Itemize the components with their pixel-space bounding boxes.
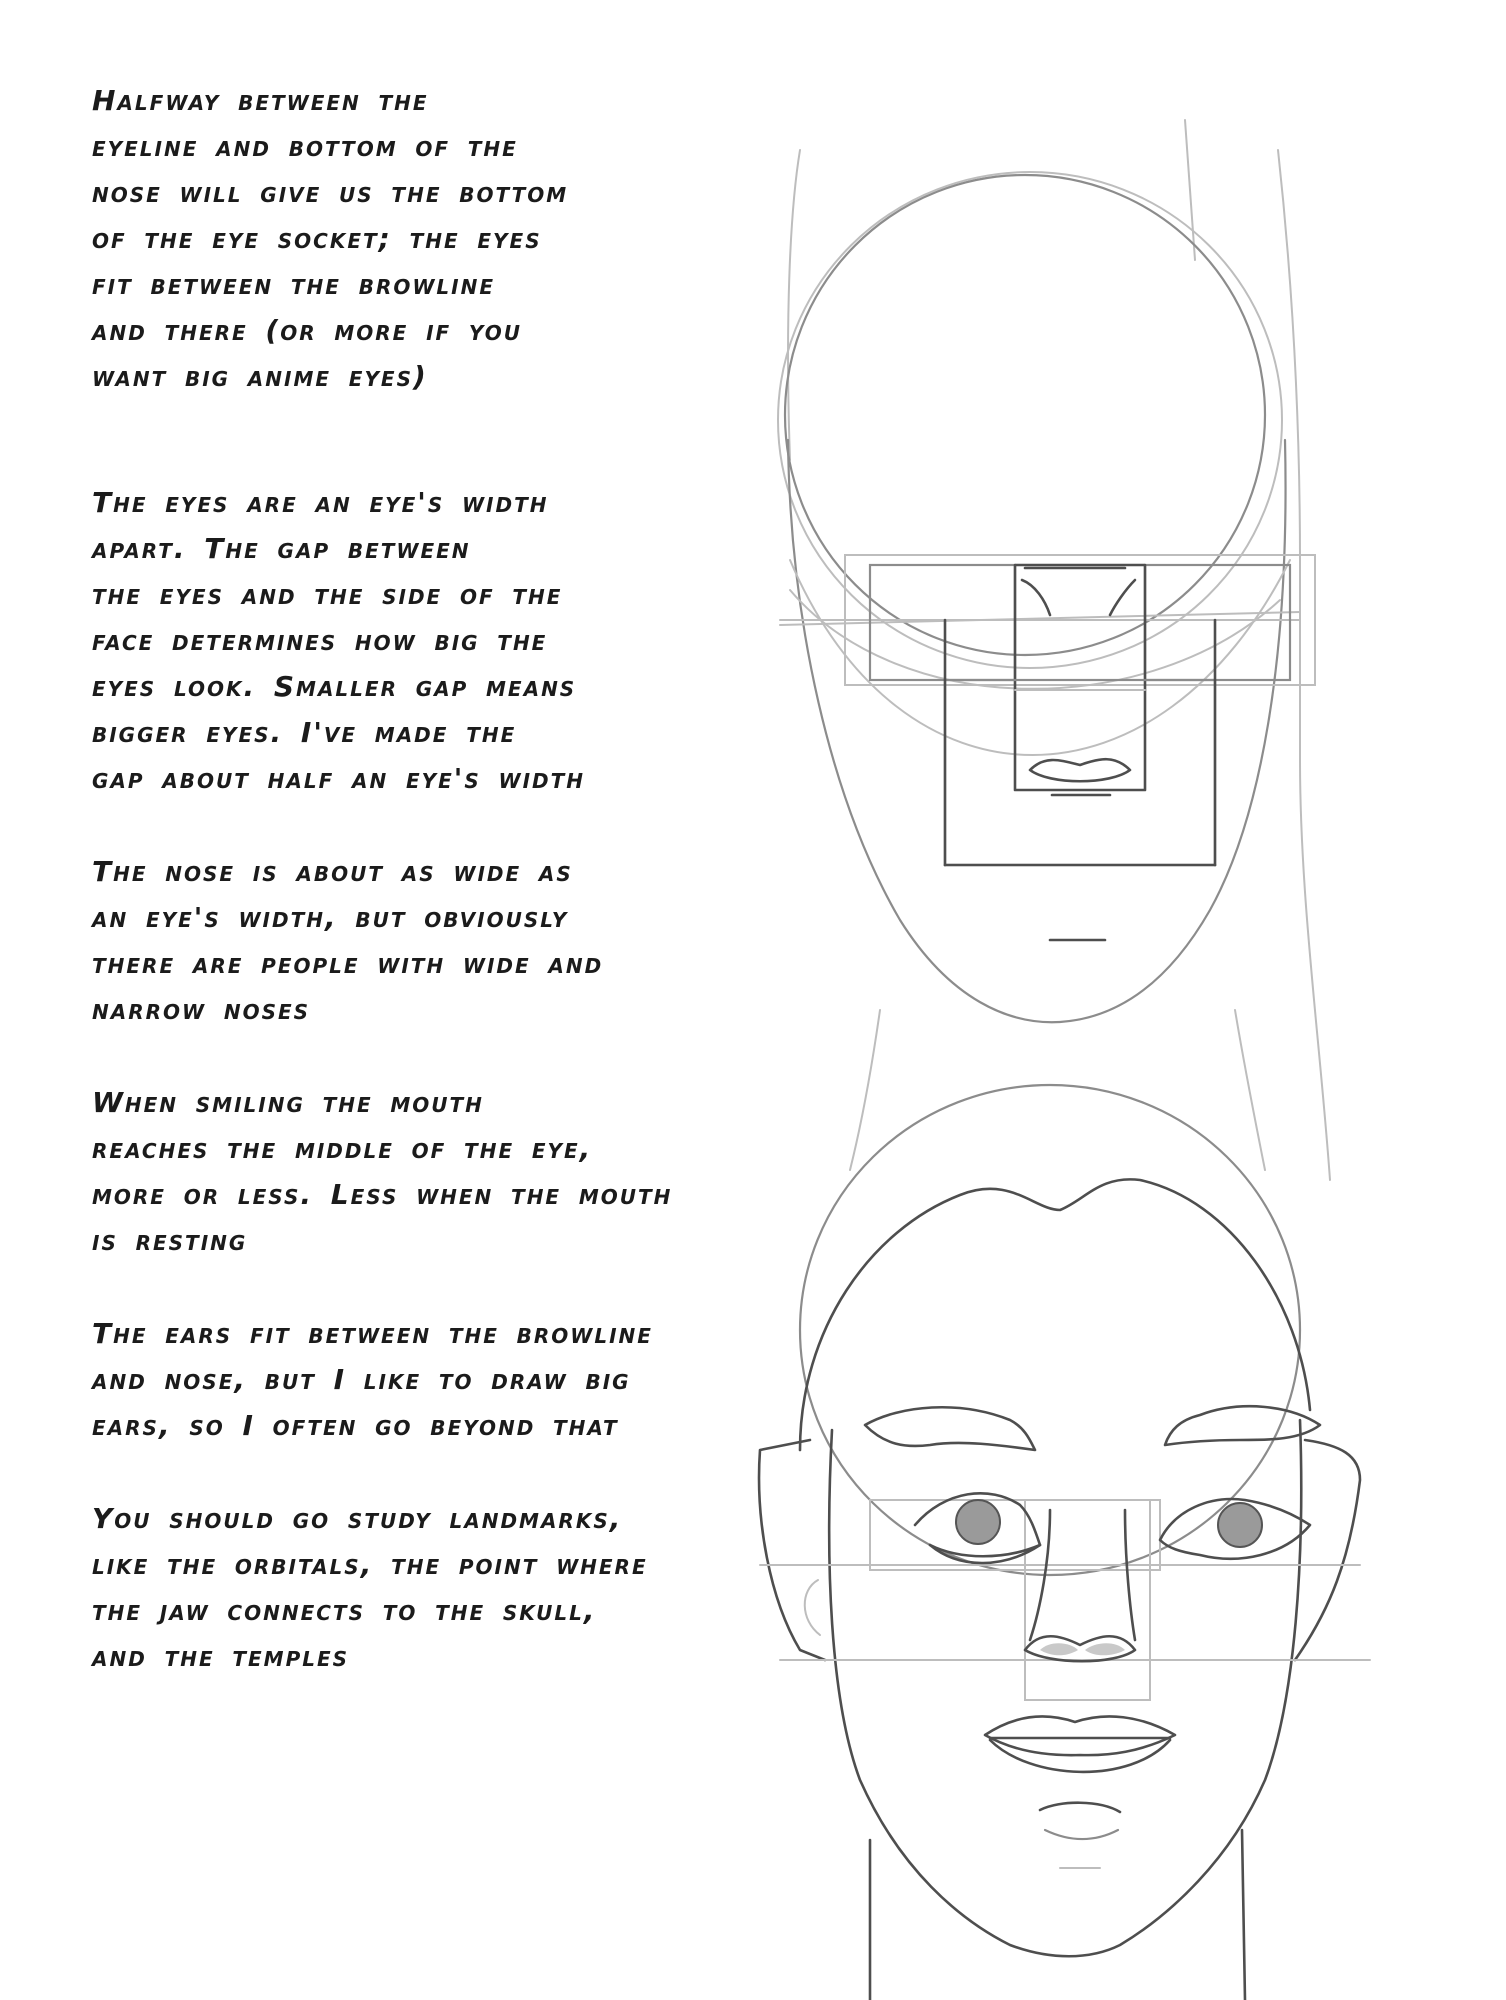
nose-tip-sketch [1030, 759, 1130, 781]
note-line: The eyes are an eye's width [92, 486, 549, 519]
note-line: bigger eyes. I've made the [92, 716, 517, 749]
note-line: and nose, but I like to draw big [92, 1363, 631, 1396]
nostril-right [1085, 1643, 1125, 1655]
note-line: reaches the middle of the eye, [92, 1132, 593, 1165]
head-circle [800, 1085, 1300, 1575]
note-line: When smiling the mouth [92, 1086, 484, 1119]
hairline [800, 1179, 1310, 1450]
browline-guide-2 [780, 612, 1300, 625]
nose-bridge-right [1110, 580, 1135, 615]
nostril-left [1040, 1643, 1078, 1655]
note-line: like the orbitals, the point where [92, 1548, 648, 1581]
note-line: the eyes and the side of the [92, 578, 563, 611]
note-nose-width [92, 849, 832, 1033]
construction-head-sketch [778, 120, 1330, 1180]
eyebrow-left [865, 1407, 1035, 1450]
note-line: fit between the browline [92, 268, 495, 301]
note-line: is resting [92, 1224, 248, 1257]
note-line: there are people with wide and [92, 947, 604, 980]
nose-bridge-left [1022, 580, 1050, 615]
eyebrow-right [1165, 1406, 1320, 1445]
note-line: and there (or more if you [92, 314, 522, 347]
neck-line-right [1235, 1010, 1265, 1170]
note-line: apart. The gap between [92, 532, 471, 565]
note-ears [92, 1311, 832, 1449]
iris-left [956, 1500, 1000, 1544]
note-line: The nose is about as wide as [92, 855, 573, 888]
note-line: You should go study landmarks, [92, 1502, 623, 1535]
face-outline [788, 440, 1286, 1022]
note-eye-socket [92, 78, 832, 400]
note-landmarks [92, 1496, 832, 1680]
chin-top [1040, 1803, 1120, 1812]
note-line: eyes look. Smaller gap means [92, 670, 577, 703]
note-line: nose will give us the bottom [92, 176, 569, 209]
note-line: more or less. Less when the mouth [92, 1178, 673, 1211]
note-eye-spacing [92, 480, 832, 802]
note-line: and the temples [92, 1640, 350, 1673]
note-line: gap about half an eye's width [92, 762, 586, 795]
chin-bottom [1045, 1830, 1118, 1839]
instruction-notes [92, 78, 832, 1680]
note-line: narrow noses [92, 993, 311, 1026]
note-line: eyeline and bottom of the [92, 130, 518, 163]
neck-right [1242, 1830, 1245, 2000]
guide-line-right [1278, 150, 1330, 1180]
note-line: the jaw connects to the skull, [92, 1594, 597, 1627]
eye-box-right [1145, 565, 1290, 680]
note-line: want big anime eyes) [92, 360, 428, 393]
iris-right [1218, 1503, 1262, 1547]
finished-face-sketch [759, 1085, 1370, 2000]
ear-right [1295, 1440, 1360, 1660]
note-mouth-width [92, 1080, 832, 1264]
guide-line-top [1185, 120, 1195, 260]
note-line: The ears fit between the browline [92, 1317, 653, 1350]
note-line: Halfway between the [92, 84, 429, 117]
mouth-box [945, 680, 1215, 865]
note-line: face determines how big the [92, 624, 548, 657]
cranium-circle [785, 175, 1265, 655]
note-line: ears, so I often go beyond that [92, 1409, 619, 1442]
note-line: of the eye socket; the eyes [92, 222, 542, 255]
eye-socket-arc [790, 590, 1280, 689]
nose-guide-box [1025, 1500, 1150, 1700]
nose-bridge-right-line [1125, 1510, 1135, 1640]
note-line: an eye's width, but obviously [92, 901, 569, 934]
upper-lip [985, 1716, 1175, 1755]
neck-line-left [850, 1010, 880, 1170]
